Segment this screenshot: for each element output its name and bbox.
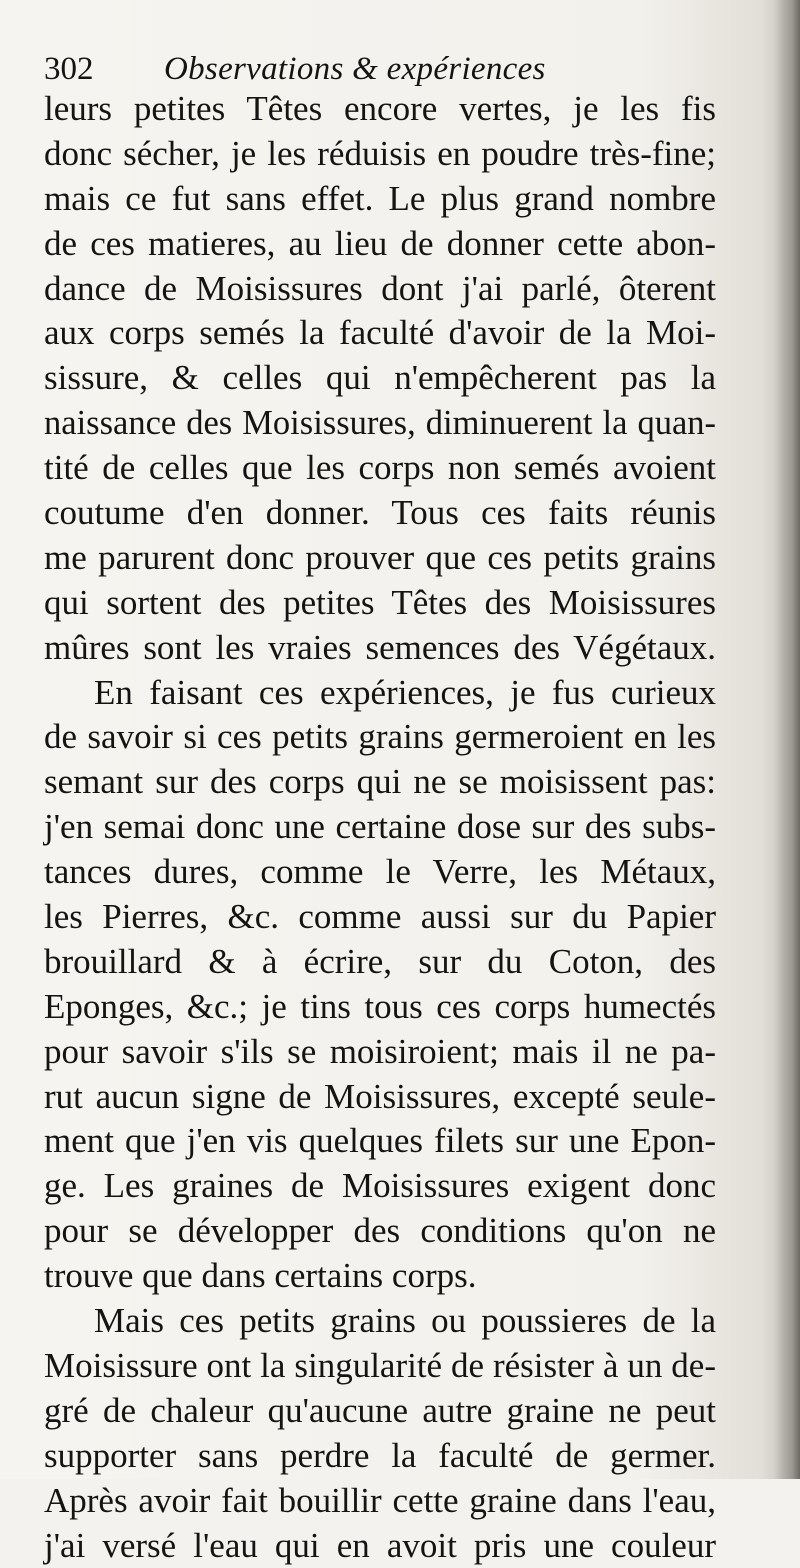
text-line: donc sécher, je les réduisis en poudre très-fine;: [44, 132, 716, 177]
text-line: brouillard & à écrire, sur du Coton, des: [44, 940, 716, 985]
page-number: 302: [44, 46, 164, 92]
text-line: de ces matieres, au lieu de donner cette abon-: [44, 222, 716, 267]
text-line: gré de chaleur qu'aucune autre graine ne peut: [44, 1389, 716, 1434]
text-line: sissure, & celles qui n'empêcherent pas la: [44, 356, 716, 401]
text-line: les Pierres, &c. comme aussi sur du Papier: [44, 895, 716, 940]
paragraph-last-line: trouve que dans certains corps.: [44, 1254, 716, 1299]
text-line: ge. Les graines de Moisissures exigent donc: [44, 1164, 716, 1209]
paragraph-first-line: En faisant ces expériences, je fus curieux: [44, 671, 716, 716]
text-line: mûres sont les vraies semences des Végétaux.: [44, 626, 716, 671]
text-line: naissance des Moisissures, diminuerent la quan-: [44, 401, 716, 446]
text-line: qui sortent des petites Têtes des Moisissures: [44, 581, 716, 626]
text-line: aux corps semés la faculté d'avoir de la Moi-: [44, 311, 716, 356]
text-line: semant sur des corps qui ne se moisissent pas:: [44, 760, 716, 805]
text-line: rut aucun signe de Moisissures, excepté seule-: [44, 1075, 716, 1120]
text-line: Eponges, &c.; je tins tous ces corps humectés: [44, 985, 716, 1030]
text-line: de savoir si ces petits grains germeroient en les: [44, 715, 716, 760]
text-line: tances dures, comme le Verre, les Métaux,: [44, 850, 716, 895]
text-line: tité de celles que les corps non semés avoient: [44, 446, 716, 491]
text-line: me parurent donc prouver que ces petits grains: [44, 536, 716, 581]
text-line: j'en semai donc une certaine dose sur des subs-: [44, 805, 716, 850]
text-line: leurs petites Têtes encore vertes, je les fis: [44, 87, 716, 132]
text-line: pour savoir s'ils se moisiroient; mais il ne pa-: [44, 1030, 716, 1075]
text-line: Moisissure ont la singularité de résister à un de-: [44, 1344, 716, 1389]
paragraph-first-line: Mais ces petits grains ou poussieres de la: [44, 1299, 716, 1344]
text-line: j'ai versé l'eau qui en avoit pris une couleur: [44, 1524, 716, 1568]
page-edge-shadow: [774, 0, 800, 1479]
text-line: dance de Moisissures dont j'ai parlé, ôterent: [44, 267, 716, 312]
text-line: pour se développer des conditions qu'on ne: [44, 1209, 716, 1254]
text-line: ment que j'en vis quelques filets sur une Epon-: [44, 1119, 716, 1164]
text-line: Après avoir fait bouillir cette graine dans l'eau,: [44, 1479, 716, 1524]
text-line: coutume d'en donner. Tous ces faits réunis: [44, 491, 716, 536]
text-line: supporter sans perdre la faculté de germer.: [44, 1434, 716, 1479]
page-header: [44, 46, 744, 92]
text-line: mais ce fut sans effet. Le plus grand nombre: [44, 177, 716, 222]
body-text: [44, 87, 716, 1568]
running-title: Observations & expériences: [164, 46, 546, 92]
